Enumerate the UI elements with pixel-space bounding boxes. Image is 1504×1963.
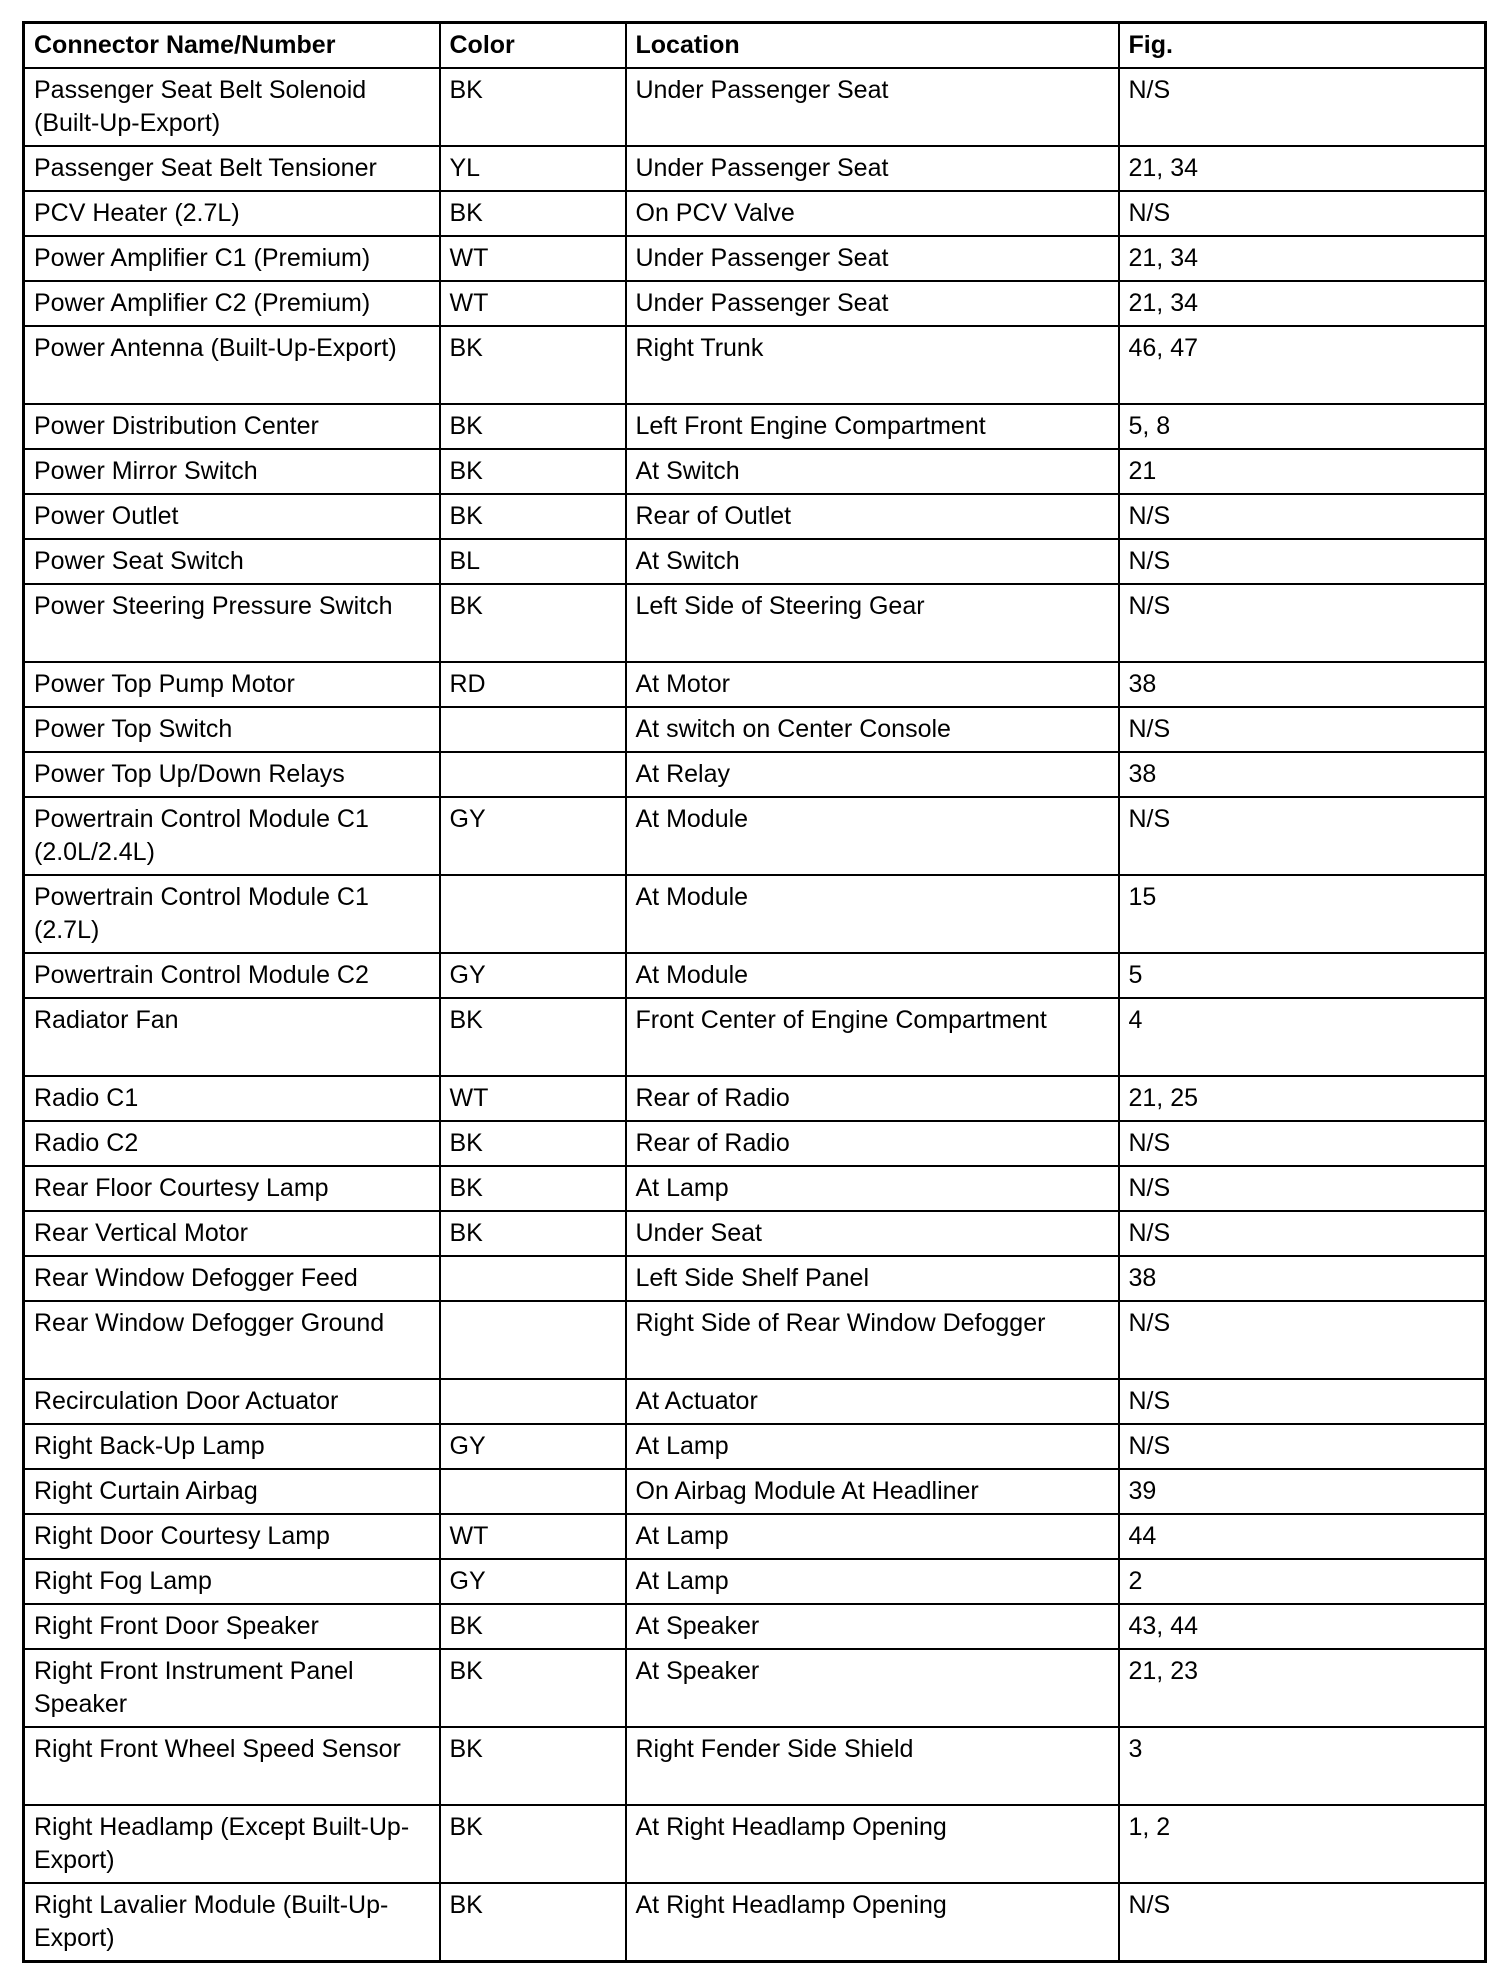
table-row [24, 539, 1486, 584]
color-cell: BK [440, 584, 626, 662]
location-cell: Left Side of Steering Gear [626, 584, 1119, 662]
connector-name-cell: Power Amplifier C2 (Premium) [24, 281, 440, 326]
fig-cell: 4 [1119, 998, 1486, 1076]
table-row [24, 1379, 1486, 1424]
connector-name-cell: Powertrain Control Module C2 [24, 953, 440, 998]
fig-cell: N/S [1119, 797, 1486, 875]
connector-name-cell: Power Outlet [24, 494, 440, 539]
fig-cell: 46, 47 [1119, 326, 1486, 404]
color-cell: BK [440, 1883, 626, 1962]
connector-name-cell: Passenger Seat Belt Solenoid (Built-Up-Export) [24, 68, 440, 146]
color-cell: BK [440, 326, 626, 404]
fig-cell: 5, 8 [1119, 404, 1486, 449]
location-cell: At Lamp [626, 1559, 1119, 1604]
fig-cell: 15 [1119, 875, 1486, 953]
location-cell: At Lamp [626, 1514, 1119, 1559]
table-row [24, 1727, 1486, 1805]
connector-name-cell: Rear Vertical Motor [24, 1211, 440, 1256]
connector-name-cell: Rear Window Defogger Ground [24, 1301, 440, 1379]
color-cell: YL [440, 146, 626, 191]
table-row [24, 191, 1486, 236]
fig-cell: N/S [1119, 494, 1486, 539]
location-cell: On PCV Valve [626, 191, 1119, 236]
fig-cell: 1, 2 [1119, 1805, 1486, 1883]
location-cell: At Lamp [626, 1166, 1119, 1211]
color-cell: BK [440, 68, 626, 146]
table-row [24, 1166, 1486, 1211]
fig-cell: N/S [1119, 68, 1486, 146]
connector-name-cell: Radiator Fan [24, 998, 440, 1076]
location-cell: At Module [626, 953, 1119, 998]
table-row [24, 1469, 1486, 1514]
header-connector: Connector Name/Number [24, 23, 440, 69]
location-cell: At Right Headlamp Opening [626, 1805, 1119, 1883]
location-cell: Under Seat [626, 1211, 1119, 1256]
table-row [24, 1559, 1486, 1604]
fig-cell: 2 [1119, 1559, 1486, 1604]
location-cell: At switch on Center Console [626, 707, 1119, 752]
fig-cell: N/S [1119, 1166, 1486, 1211]
connector-name-cell: Radio C2 [24, 1121, 440, 1166]
location-cell: At Relay [626, 752, 1119, 797]
location-cell: Rear of Radio [626, 1076, 1119, 1121]
table-row [24, 797, 1486, 875]
connector-name-cell: Power Antenna (Built-Up-Export) [24, 326, 440, 404]
location-cell: Rear of Outlet [626, 494, 1119, 539]
connector-name-cell: Rear Window Defogger Feed [24, 1256, 440, 1301]
fig-cell: 21, 34 [1119, 236, 1486, 281]
table-row [24, 707, 1486, 752]
fig-cell: N/S [1119, 1379, 1486, 1424]
fig-cell: 3 [1119, 1727, 1486, 1805]
fig-cell: 21, 34 [1119, 146, 1486, 191]
table-row [24, 68, 1486, 146]
location-cell: Left Front Engine Compartment [626, 404, 1119, 449]
fig-cell: 38 [1119, 752, 1486, 797]
location-cell: At Lamp [626, 1424, 1119, 1469]
fig-cell: 39 [1119, 1469, 1486, 1514]
connector-name-cell: Power Mirror Switch [24, 449, 440, 494]
fig-cell: 21, 23 [1119, 1649, 1486, 1727]
fig-cell: N/S [1119, 191, 1486, 236]
color-cell [440, 875, 626, 953]
color-cell: WT [440, 281, 626, 326]
fig-cell: N/S [1119, 1301, 1486, 1379]
table-row [24, 752, 1486, 797]
location-cell: Right Trunk [626, 326, 1119, 404]
connector-name-cell: Powertrain Control Module C1 (2.0L/2.4L) [24, 797, 440, 875]
fig-cell: N/S [1119, 1883, 1486, 1962]
color-cell [440, 1379, 626, 1424]
table-row [24, 494, 1486, 539]
color-cell [440, 1256, 626, 1301]
table-row [24, 998, 1486, 1076]
location-cell: At Switch [626, 449, 1119, 494]
fig-cell: N/S [1119, 1211, 1486, 1256]
location-cell: At Motor [626, 662, 1119, 707]
location-cell: At Speaker [626, 1604, 1119, 1649]
location-cell: On Airbag Module At Headliner [626, 1469, 1119, 1514]
connector-name-cell: Right Front Instrument Panel Speaker [24, 1649, 440, 1727]
table-row [24, 1121, 1486, 1166]
connector-name-cell: Right Back-Up Lamp [24, 1424, 440, 1469]
location-cell: Right Fender Side Shield [626, 1727, 1119, 1805]
connector-name-cell: Powertrain Control Module C1 (2.7L) [24, 875, 440, 953]
table-row [24, 953, 1486, 998]
table-row [24, 1805, 1486, 1883]
color-cell: BK [440, 998, 626, 1076]
table-row [24, 1514, 1486, 1559]
fig-cell: 38 [1119, 662, 1486, 707]
connector-name-cell: Power Steering Pressure Switch [24, 584, 440, 662]
color-cell: BK [440, 494, 626, 539]
table-row [24, 404, 1486, 449]
table-row [24, 449, 1486, 494]
connector-name-cell: PCV Heater (2.7L) [24, 191, 440, 236]
table-row [24, 1301, 1486, 1379]
connector-name-cell: Power Seat Switch [24, 539, 440, 584]
fig-cell: 38 [1119, 1256, 1486, 1301]
color-cell: WT [440, 236, 626, 281]
color-cell: BL [440, 539, 626, 584]
fig-cell: 5 [1119, 953, 1486, 998]
connector-name-cell: Power Top Switch [24, 707, 440, 752]
color-cell: BK [440, 1166, 626, 1211]
connector-name-cell: Radio C1 [24, 1076, 440, 1121]
location-cell: At Speaker [626, 1649, 1119, 1727]
location-cell: At Switch [626, 539, 1119, 584]
color-cell: GY [440, 1424, 626, 1469]
location-cell: At Actuator [626, 1379, 1119, 1424]
connector-name-cell: Passenger Seat Belt Tensioner [24, 146, 440, 191]
color-cell: WT [440, 1514, 626, 1559]
color-cell: BK [440, 1604, 626, 1649]
connector-name-cell: Right Fog Lamp [24, 1559, 440, 1604]
fig-cell: N/S [1119, 707, 1486, 752]
connector-name-cell: Power Distribution Center [24, 404, 440, 449]
connector-name-cell: Right Headlamp (Except Built-Up-Export) [24, 1805, 440, 1883]
location-cell: At Module [626, 875, 1119, 953]
table-row [24, 1649, 1486, 1727]
color-cell: WT [440, 1076, 626, 1121]
location-cell: At Module [626, 797, 1119, 875]
color-cell: BK [440, 1727, 626, 1805]
connector-name-cell: Power Top Up/Down Relays [24, 752, 440, 797]
table-row [24, 326, 1486, 404]
connector-name-cell: Recirculation Door Actuator [24, 1379, 440, 1424]
connector-name-cell: Rear Floor Courtesy Lamp [24, 1166, 440, 1211]
fig-cell: 44 [1119, 1514, 1486, 1559]
table-row [24, 1256, 1486, 1301]
connector-table [22, 21, 1487, 1963]
color-cell: BK [440, 191, 626, 236]
color-cell: BK [440, 1121, 626, 1166]
table-row [24, 236, 1486, 281]
connector-name-cell: Power Top Pump Motor [24, 662, 440, 707]
location-cell: At Right Headlamp Opening [626, 1883, 1119, 1962]
fig-cell: 21, 25 [1119, 1076, 1486, 1121]
color-cell [440, 707, 626, 752]
table-row [24, 146, 1486, 191]
header-fig: Fig. [1119, 23, 1486, 69]
location-cell: Under Passenger Seat [626, 68, 1119, 146]
fig-cell: N/S [1119, 1121, 1486, 1166]
color-cell: GY [440, 797, 626, 875]
color-cell: RD [440, 662, 626, 707]
location-cell: Rear of Radio [626, 1121, 1119, 1166]
location-cell: Under Passenger Seat [626, 281, 1119, 326]
color-cell: BK [440, 1649, 626, 1727]
connector-name-cell: Right Door Courtesy Lamp [24, 1514, 440, 1559]
color-cell [440, 1301, 626, 1379]
location-cell: Under Passenger Seat [626, 146, 1119, 191]
header-row [24, 23, 1486, 69]
table-row [24, 281, 1486, 326]
fig-cell: N/S [1119, 584, 1486, 662]
fig-cell: N/S [1119, 1424, 1486, 1469]
color-cell [440, 752, 626, 797]
fig-cell: N/S [1119, 539, 1486, 584]
table-row [24, 1211, 1486, 1256]
location-cell: Left Side Shelf Panel [626, 1256, 1119, 1301]
connector-name-cell: Right Curtain Airbag [24, 1469, 440, 1514]
connector-name-cell: Right Lavalier Module (Built-Up-Export) [24, 1883, 440, 1962]
connector-name-cell: Power Amplifier C1 (Premium) [24, 236, 440, 281]
location-cell: Under Passenger Seat [626, 236, 1119, 281]
color-cell: BK [440, 404, 626, 449]
header-color: Color [440, 23, 626, 69]
fig-cell: 21 [1119, 449, 1486, 494]
color-cell: GY [440, 1559, 626, 1604]
location-cell: Front Center of Engine Compartment [626, 998, 1119, 1076]
header-location: Location [626, 23, 1119, 69]
table-row [24, 1424, 1486, 1469]
fig-cell: 43, 44 [1119, 1604, 1486, 1649]
connector-name-cell: Right Front Wheel Speed Sensor [24, 1727, 440, 1805]
location-cell: Right Side of Rear Window Defogger [626, 1301, 1119, 1379]
color-cell: GY [440, 953, 626, 998]
table-row [24, 662, 1486, 707]
fig-cell: 21, 34 [1119, 281, 1486, 326]
table-row [24, 1076, 1486, 1121]
color-cell: BK [440, 1805, 626, 1883]
connector-name-cell: Right Front Door Speaker [24, 1604, 440, 1649]
table-row [24, 1883, 1486, 1962]
color-cell [440, 1469, 626, 1514]
table-row [24, 584, 1486, 662]
table-row [24, 875, 1486, 953]
color-cell: BK [440, 449, 626, 494]
table-row [24, 1604, 1486, 1649]
color-cell: BK [440, 1211, 626, 1256]
